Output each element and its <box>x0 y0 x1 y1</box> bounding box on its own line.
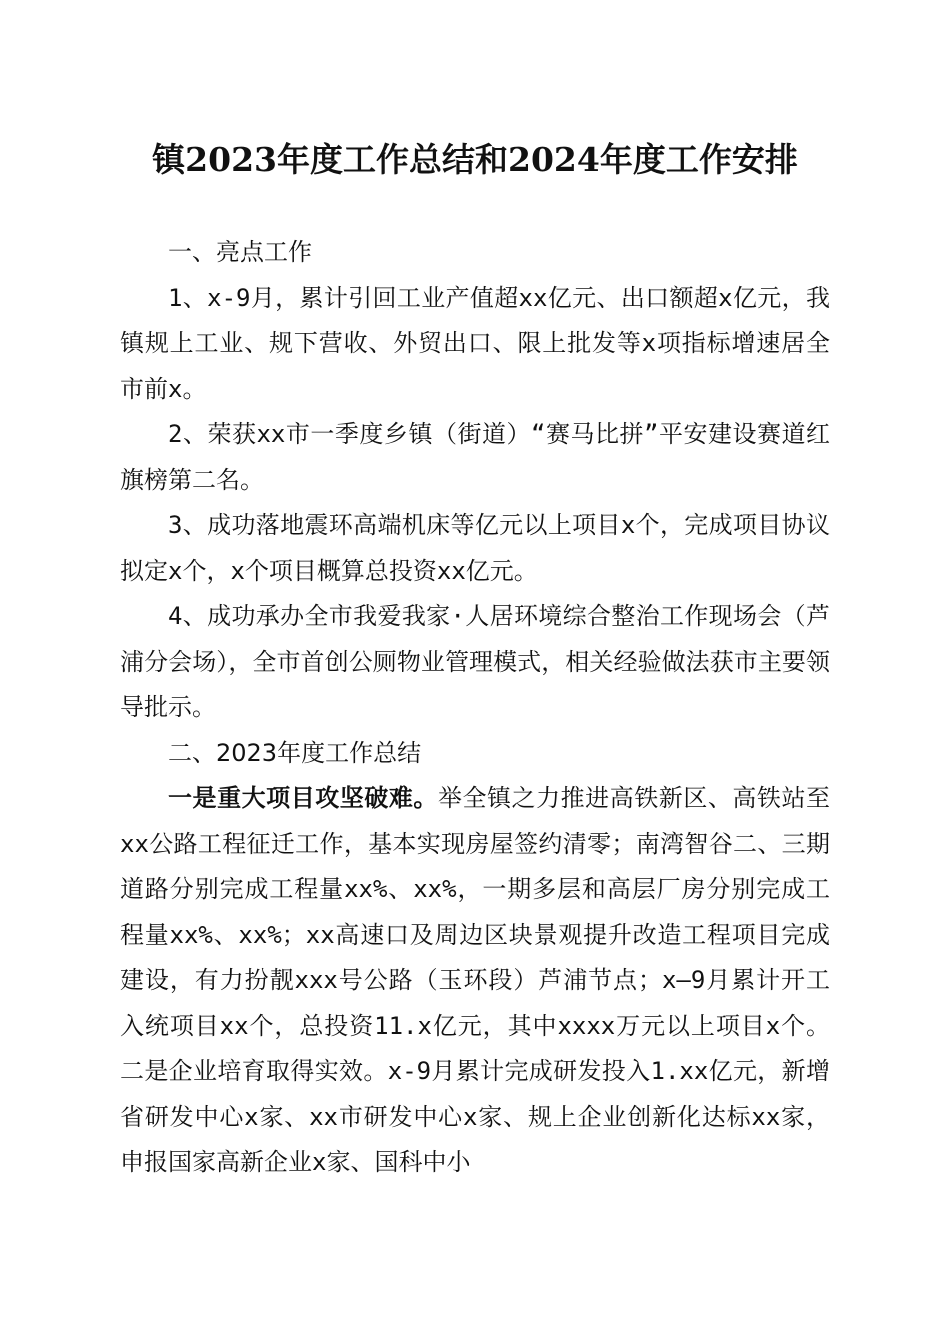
document-body <box>120 230 830 1186</box>
highlight-item-1: 1、x-9月，累计引回工业产值超xx亿元、出口额超x亿元，我镇规上工业、规下营收、外贸出口、限上批发等x项指标增速居全市前x。 <box>120 283 830 403</box>
summary-paragraph-lead: 一是重大项目攻坚破难。 <box>168 784 438 812</box>
section-heading-summary: 二、2023年度工作总结 <box>168 738 422 767</box>
section-heading-highlights: 一、亮点工作 <box>168 238 312 266</box>
highlight-item-2: 2、荣获xx市一季度乡镇（街道）“赛马比拼”平安建设赛道红旗榜第二名。 <box>120 420 830 494</box>
highlight-item-4: 4、成功承办全市我爱我家·人居环境综合整治工作现场会（芦浦分会场），全市首创公厕物业管理模式，相关经验做法获市主要领导批示。 <box>120 602 830 721</box>
document-title: 镇2023年度工作总结和2024年度工作安排 <box>152 140 798 179</box>
summary-paragraph-text: 举全镇之力推进高铁新区、高铁站至xx公路工程征迁工作，基本实现房屋签约清零；南湾智谷二、三期道路分别完成工程量xx%、xx%，一期多层和高层厂房分别完成工程量xx%、xx%；xx高速口及周边区块景观提升改造工程项目完成建设，有力扮靓xxx号公路（玉环段）芦浦节点；x—9月累计开工入统项目xx个，总投资11.x亿元，其中xxxx万元以上项目x个。二是企业培育取得实效。x-9月累计完成研发投入1.xx亿元，新增省研发中心x家、xx市研发中心x家、规上企业创新化达标xx家，申报国家高新企业x家、国科中小 <box>120 784 831 1176</box>
summary-paragraph <box>120 776 830 1186</box>
highlight-item-3: 3、成功落地震环高端机床等亿元以上项目x个，完成项目协议拟定x个，x个项目概算总投资xx亿元。 <box>120 511 830 585</box>
